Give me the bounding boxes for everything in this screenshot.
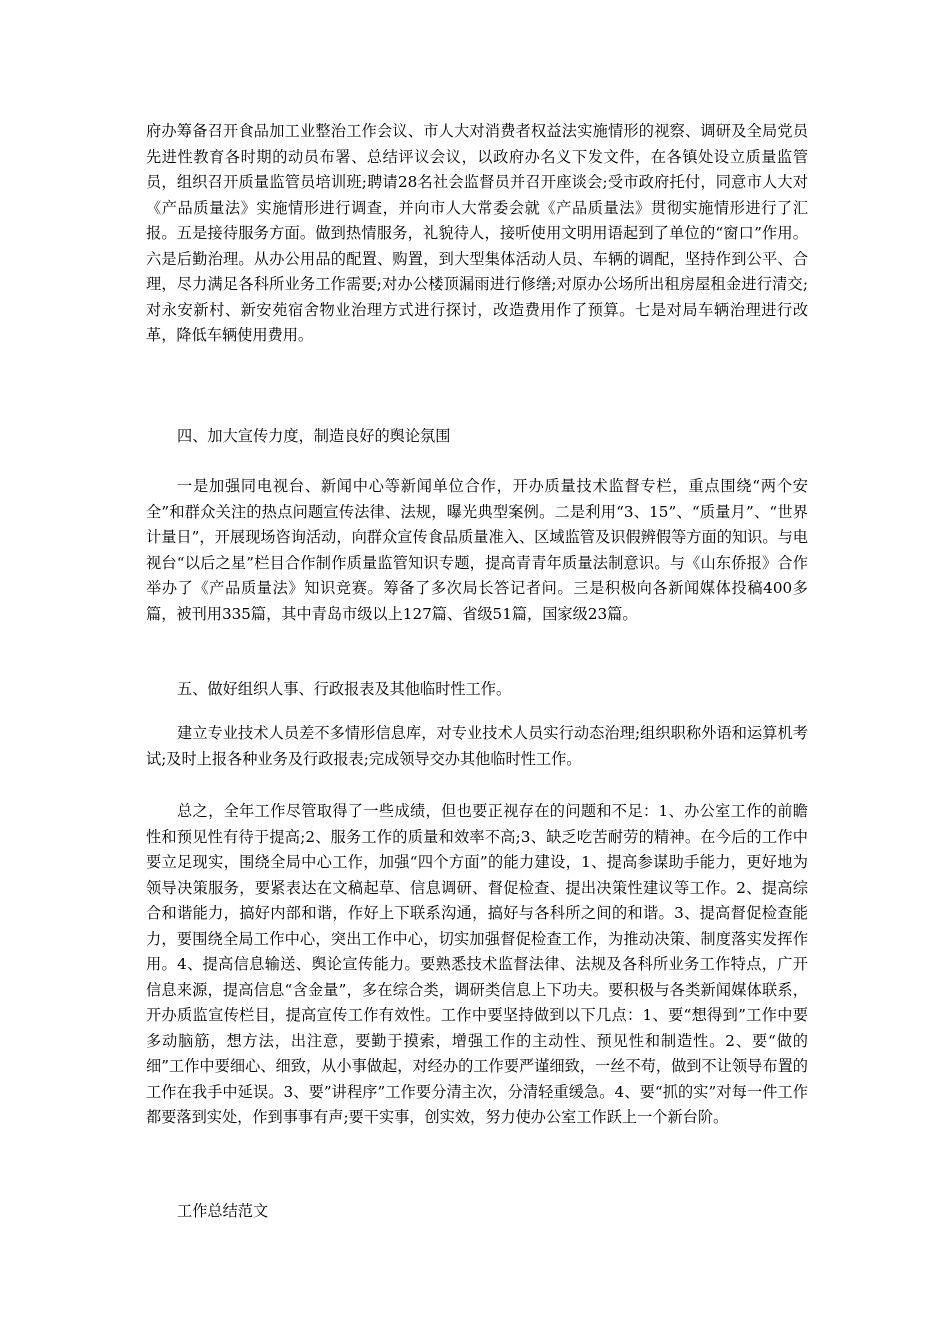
closing-title: 工作总结范文: [177, 1202, 269, 1220]
section-heading-publicity: 四、加大宣传力度，制造良好的舆论氛围: [177, 427, 451, 445]
paragraph-personnel: 建立专业技术人员差不多情形信息库，对专业技术人员实行动态治理;组织职称外语和运算机考试;及时上报各种业务及行政报表;完成领导交办其他临时性工作。: [146, 724, 808, 768]
paragraph-admin-services: 府办筹备召开食品加工业整治工作会议、市人大对消费者权益法实施情形的视察、调研及全局党员先进性教育各时期的动员布署、总结评议会议，以政府办名义下发文件，在各镇处设立质量监管员，组织召开质量监管员培训班;聘请28名社会监督员并召开座谈会;受市政府托付，同意市人大对《产品质量法》实施情形进行调查，并向市人大常委会就《产品质量法》贯彻实施情形进行了汇报。五是接待服务方面。做到热情服务，礼貌待人，接听使用文明用语起到了单位的“窗口”作用。六是后勤治理。从办公用品的配置、购置，到大型集体活动人员、车辆的调配，坚持作到公平、合理，尽力满足各科所业务工作需要;对办公楼顶漏雨进行修缮;对原办公场所出租房屋租金进行清交;对永安新村、新安苑宿舍物业治理方式进行探讨，改造费用作了预算。七是对局车辆治理进行改革，降低车辆使用费用。: [146, 122, 808, 344]
section-heading-personnel: 五、做好组织人事、行政报表及其他临时性工作。: [177, 680, 512, 698]
paragraph-summary: 总之，全年工作尽管取得了一些成绩，但也要正视存在的问题和不足：1、办公室工作的前瞻性和预见性有待于提高;2、服务工作的质量和效率不高;3、缺乏吃苦耐劳的精神。在今后的工作中要立足现实，围绕全局中心工作，加强“四个方面”的能力建设，1、提高参谋助手能力，更好地为领导决策服务，要紧表达在文稿起草、信息调研、督促检查、提出决策性建议等工作。2、提高综合和谐能力，搞好内部和谐，作好上下联系沟通，搞好与各科所之间的和谐。3、提高督促检查能力，要围绕全局工作中心，突出工作中心，切实加强督促检查工作，为推动决策、制度落实发挥作用。4、提高信息输送、舆论宣传能力。要熟悉技术监督法律、法规及各科所业务工作特点，广开信息来源，提高信息“含金量”，多在综合类，调研类信息上下功夫。要积极与各类新闻媒体联系，开办质监宣传栏目，提高宣传工作有效性。工作中要坚持做到以下几点：1、要“想得到”工作中要多动脑筋，想方法，出注意，要勤于摸索，增强工作的主动性、预见性和制造性。2、要“做的细”工作中要细心、细致，从小事做起，对经办的工作要严谨细致，一丝不苟，做到不让领导布置的工作在我手中延误。3、要”讲程序”工作要分清主次，分清轻重缓急。4、要“抓的实”对每一件工作都要落到实处，作到事事有声;要干实事，创实效，努力使办公室工作跃上一个新台阶。: [146, 802, 808, 1126]
paragraph-publicity: 一是加强同电视台、新闻中心等新闻单位合作，开办质量技术监督专栏，重点围绕“两个安全”和群众关注的热点问题宣传法律、法规，曝光典型案例。二是利用“3、15”、“质量月”、“世界计量日”，开展现场咨询活动，向群众宣传食品质量准入、区域监管及识假辨假等方面的知识。与电视台“以后之星”栏目合作制作质量监管知识专题，提高青青年质量法制意识。与《山东侨报》合作举办了《产品质量法》知识竞赛。筹备了多次局长答记者问。三是积极向各新闻媒体投稿400多篇，被刊用335篇，其中青岛市级以上127篇、省级51篇，国家级23篇。: [146, 477, 808, 623]
